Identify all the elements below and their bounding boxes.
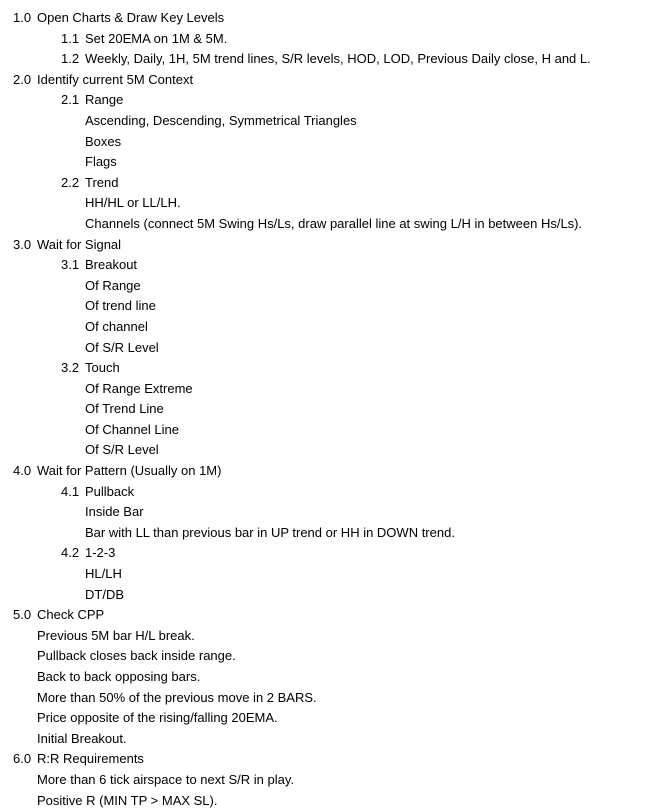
outline-line [0, 585, 645, 606]
outline-line [0, 688, 645, 709]
outline-line [0, 708, 645, 729]
outline-line [0, 440, 645, 461]
section-text: Range [85, 92, 124, 108]
section-number: 1.1 [61, 30, 80, 46]
section-text: HL/LH [85, 566, 122, 582]
outline-line [0, 729, 645, 750]
section-text: Trend [85, 174, 119, 190]
section-number: 3.0 [13, 236, 32, 252]
outline-document [0, 8, 645, 811]
section-text: Price opposite of the rising/falling 20EMA. [37, 710, 278, 726]
outline-line [0, 235, 645, 256]
section-text: Weekly, Daily, 1H, 5M trend lines, S/R levels, HOD, LOD, Previous Daily close, H and L. [85, 51, 591, 67]
outline-line [0, 214, 645, 235]
outline-line [0, 8, 645, 29]
outline-line [0, 193, 645, 214]
section-number: 4.1 [61, 483, 80, 499]
outline-line [0, 255, 645, 276]
section-text: Check CPP [37, 607, 105, 623]
section-text: Set 20EMA on 1M & 5M. [85, 30, 228, 46]
outline-line [0, 90, 645, 111]
section-number: 1.0 [13, 10, 32, 25]
section-number: 3.1 [61, 257, 80, 273]
outline-line [0, 523, 645, 544]
section-number: 6.0 [13, 751, 32, 767]
section-text: Bar with LL than previous bar in UP trend or HH in DOWN trend. [85, 524, 455, 540]
section-text: More than 6 tick airspace to next S/R in play. [37, 771, 294, 787]
section-text: Channels (connect 5M Swing Hs/Ls, draw parallel line at swing L/H in between Hs/Ls). [85, 215, 583, 231]
outline-line [0, 317, 645, 338]
section-text: Of Range [85, 277, 141, 293]
outline-line [0, 111, 645, 132]
outline-line [0, 605, 645, 626]
section-text: 1-2-3 [85, 545, 116, 561]
section-text: Back to back opposing bars. [37, 669, 201, 684]
section-text: Wait for Signal [37, 236, 122, 252]
outline-line [0, 132, 645, 153]
outline-line [0, 173, 645, 194]
section-text: Wait for Pattern (Usually on 1M) [37, 463, 222, 479]
section-text: Of channel [85, 318, 148, 334]
section-text: Identify current 5M Context [37, 71, 194, 87]
outline-line [0, 399, 645, 420]
section-text: Of S/R Level [85, 339, 159, 355]
section-number: 4.2 [61, 545, 80, 561]
section-text: Of Range Extreme [85, 380, 193, 396]
section-number: 5.0 [13, 607, 32, 623]
outline-line [0, 749, 645, 770]
outline-line [0, 482, 645, 503]
outline-line [0, 646, 645, 667]
outline-line [0, 338, 645, 359]
section-text: Initial Breakout. [37, 730, 127, 746]
outline-line [0, 564, 645, 585]
outline-line [0, 276, 645, 297]
section-text: More than 50% of the previous move in 2 BARS. [37, 689, 317, 705]
section-number: 3.2 [61, 360, 80, 376]
section-text: Positive R (MIN TP > MAX SL). [37, 792, 218, 808]
section-number: 2.0 [13, 71, 32, 87]
outline-line [0, 502, 645, 523]
outline-line [0, 70, 645, 91]
outline-line [0, 296, 645, 317]
section-text: Ascending, Descending, Symmetrical Triangles [85, 112, 357, 128]
section-text: Inside Bar [85, 504, 144, 520]
outline-line [0, 379, 645, 400]
section-text: Previous 5M bar H/L break. [37, 627, 195, 643]
section-text: Flags [85, 154, 117, 170]
section-text: Open Charts & Draw Key Levels [37, 10, 225, 25]
section-text: DT/DB [85, 586, 124, 602]
section-text: Of Channel Line [85, 421, 179, 437]
section-text: Of trend line [85, 298, 156, 314]
outline-line [0, 543, 645, 564]
outline-line [0, 667, 645, 688]
outline-line [0, 49, 645, 70]
section-text: Boxes [85, 133, 122, 149]
section-text: Touch [85, 360, 120, 376]
outline-line [0, 461, 645, 482]
outline-line [0, 770, 645, 791]
section-number: 4.0 [13, 463, 32, 479]
section-number: 2.1 [61, 92, 80, 108]
outline-line [0, 358, 645, 379]
outline-line [0, 420, 645, 441]
section-text: Breakout [85, 257, 138, 273]
outline-line [0, 29, 645, 50]
section-text: Pullback [85, 483, 135, 499]
section-text: R:R Requirements [37, 751, 144, 767]
section-number: 2.2 [61, 174, 80, 190]
outline-line [0, 626, 645, 647]
section-text: HH/HL or LL/LH. [85, 195, 181, 211]
section-text: Of Trend Line [85, 401, 164, 417]
outline-line [0, 152, 645, 173]
section-number: 1.2 [61, 51, 80, 67]
outline-line [0, 791, 645, 811]
section-text: Of S/R Level [85, 442, 159, 458]
section-text: Pullback closes back inside range. [37, 648, 236, 664]
